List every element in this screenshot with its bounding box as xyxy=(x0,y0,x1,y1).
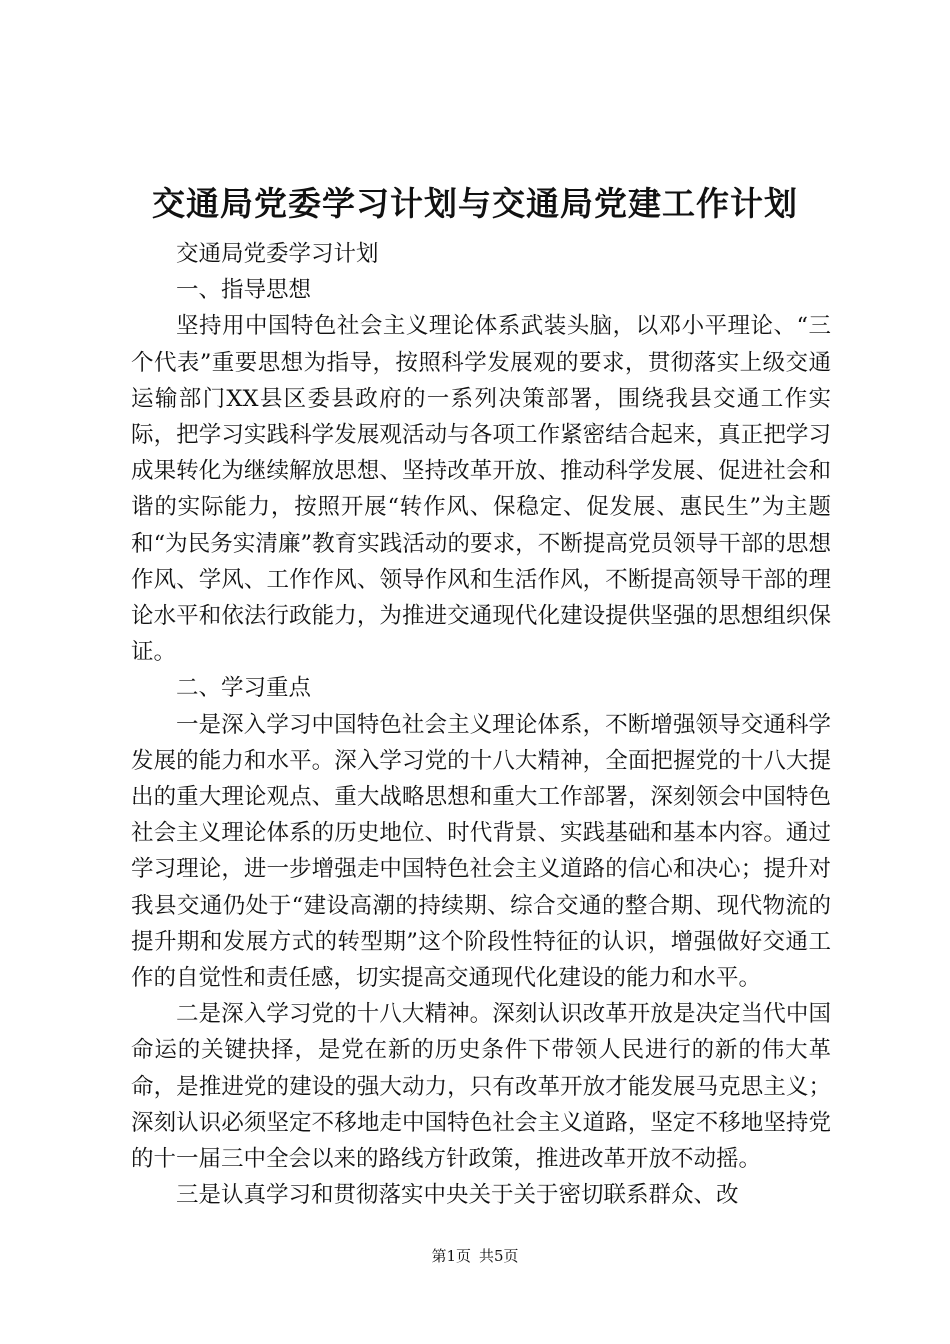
document-title: 交通局党委学习计划与交通局党建工作计划 xyxy=(152,184,798,223)
document-body xyxy=(131,236,831,1213)
page-number: 第1页 xyxy=(431,1247,471,1265)
paragraph-focus-three: 三是认真学习和贯彻落实中央关于关于密切联系群众、改 xyxy=(176,1182,739,1209)
paragraph-focus-two: 二是深入学习党的十八大精神。深刻认识改革开放是决定当代中国命运的关键抉择，是党在新的历史条件下带领人民进行的新的伟大革命，是推进党的建设的强大动力，只有改革开放才能发展马克思主义；深刻认识必须坚定不移地走中国特色社会主义道路，坚定不移地坚持党的十一届三中全会以来的路线方针政策，推进改革开放不动摇。 xyxy=(131,1001,831,1173)
section-heading-guiding-ideology: 一、指导思想 xyxy=(176,277,312,304)
paragraph-guiding-ideology: 坚持用中国特色社会主义理论体系武装头脑，以邓小平理论、“三个代表”重要思想为指导，按照科学发展观的要求，贯彻落实上级交通运输部门XX县区委县政府的一系列决策部署，围绕我县交通工作实际，把学习实践科学发展观活动与各项工作紧密结合起来，真正把学习成果转化为继续解放思想、坚持改革开放、推动科学发展、促进社会和谐的实际能力，按照开展“转作风、保稳定、促发展、惠民生”为主题和“为民务实清廉”教育实践活动的要求，不断提高党员领导干部的思想作风、学风、工作作风、领导作风和生活作风，不断提高领导干部的理论水平和依法行政能力，为推进交通现代化建设提供坚强的思想组织保证。 xyxy=(131,313,831,666)
section-heading-study-focus: 二、学习重点 xyxy=(176,675,312,702)
paragraph-focus-one: 一是深入学习中国特色社会主义理论体系，不断增强领导交通科学发展的能力和水平。深入学习党的十八大精神，全面把握党的十八大提出的重大理论观点、重大战略思想和重大工作部署，深刻领会中国特色社会主义理论体系的历史地位、时代背景、实践基础和基本内容。通过学习理论，进一步增强走中国特色社会主义道路的信心和决心；提升对我县交通仍处于“建设高潮的持续期、综合交通的整合期、现代物流的提升期和发展方式的转型期”这个阶段性特征的认识，增强做好交通工作的自觉性和责任感，切实提高交通现代化建设的能力和水平。 xyxy=(131,711,831,992)
section-heading-plan: 交通局党委学习计划 xyxy=(176,241,379,267)
page-total: 共5页 xyxy=(479,1247,519,1265)
page-footer xyxy=(0,1246,950,1266)
